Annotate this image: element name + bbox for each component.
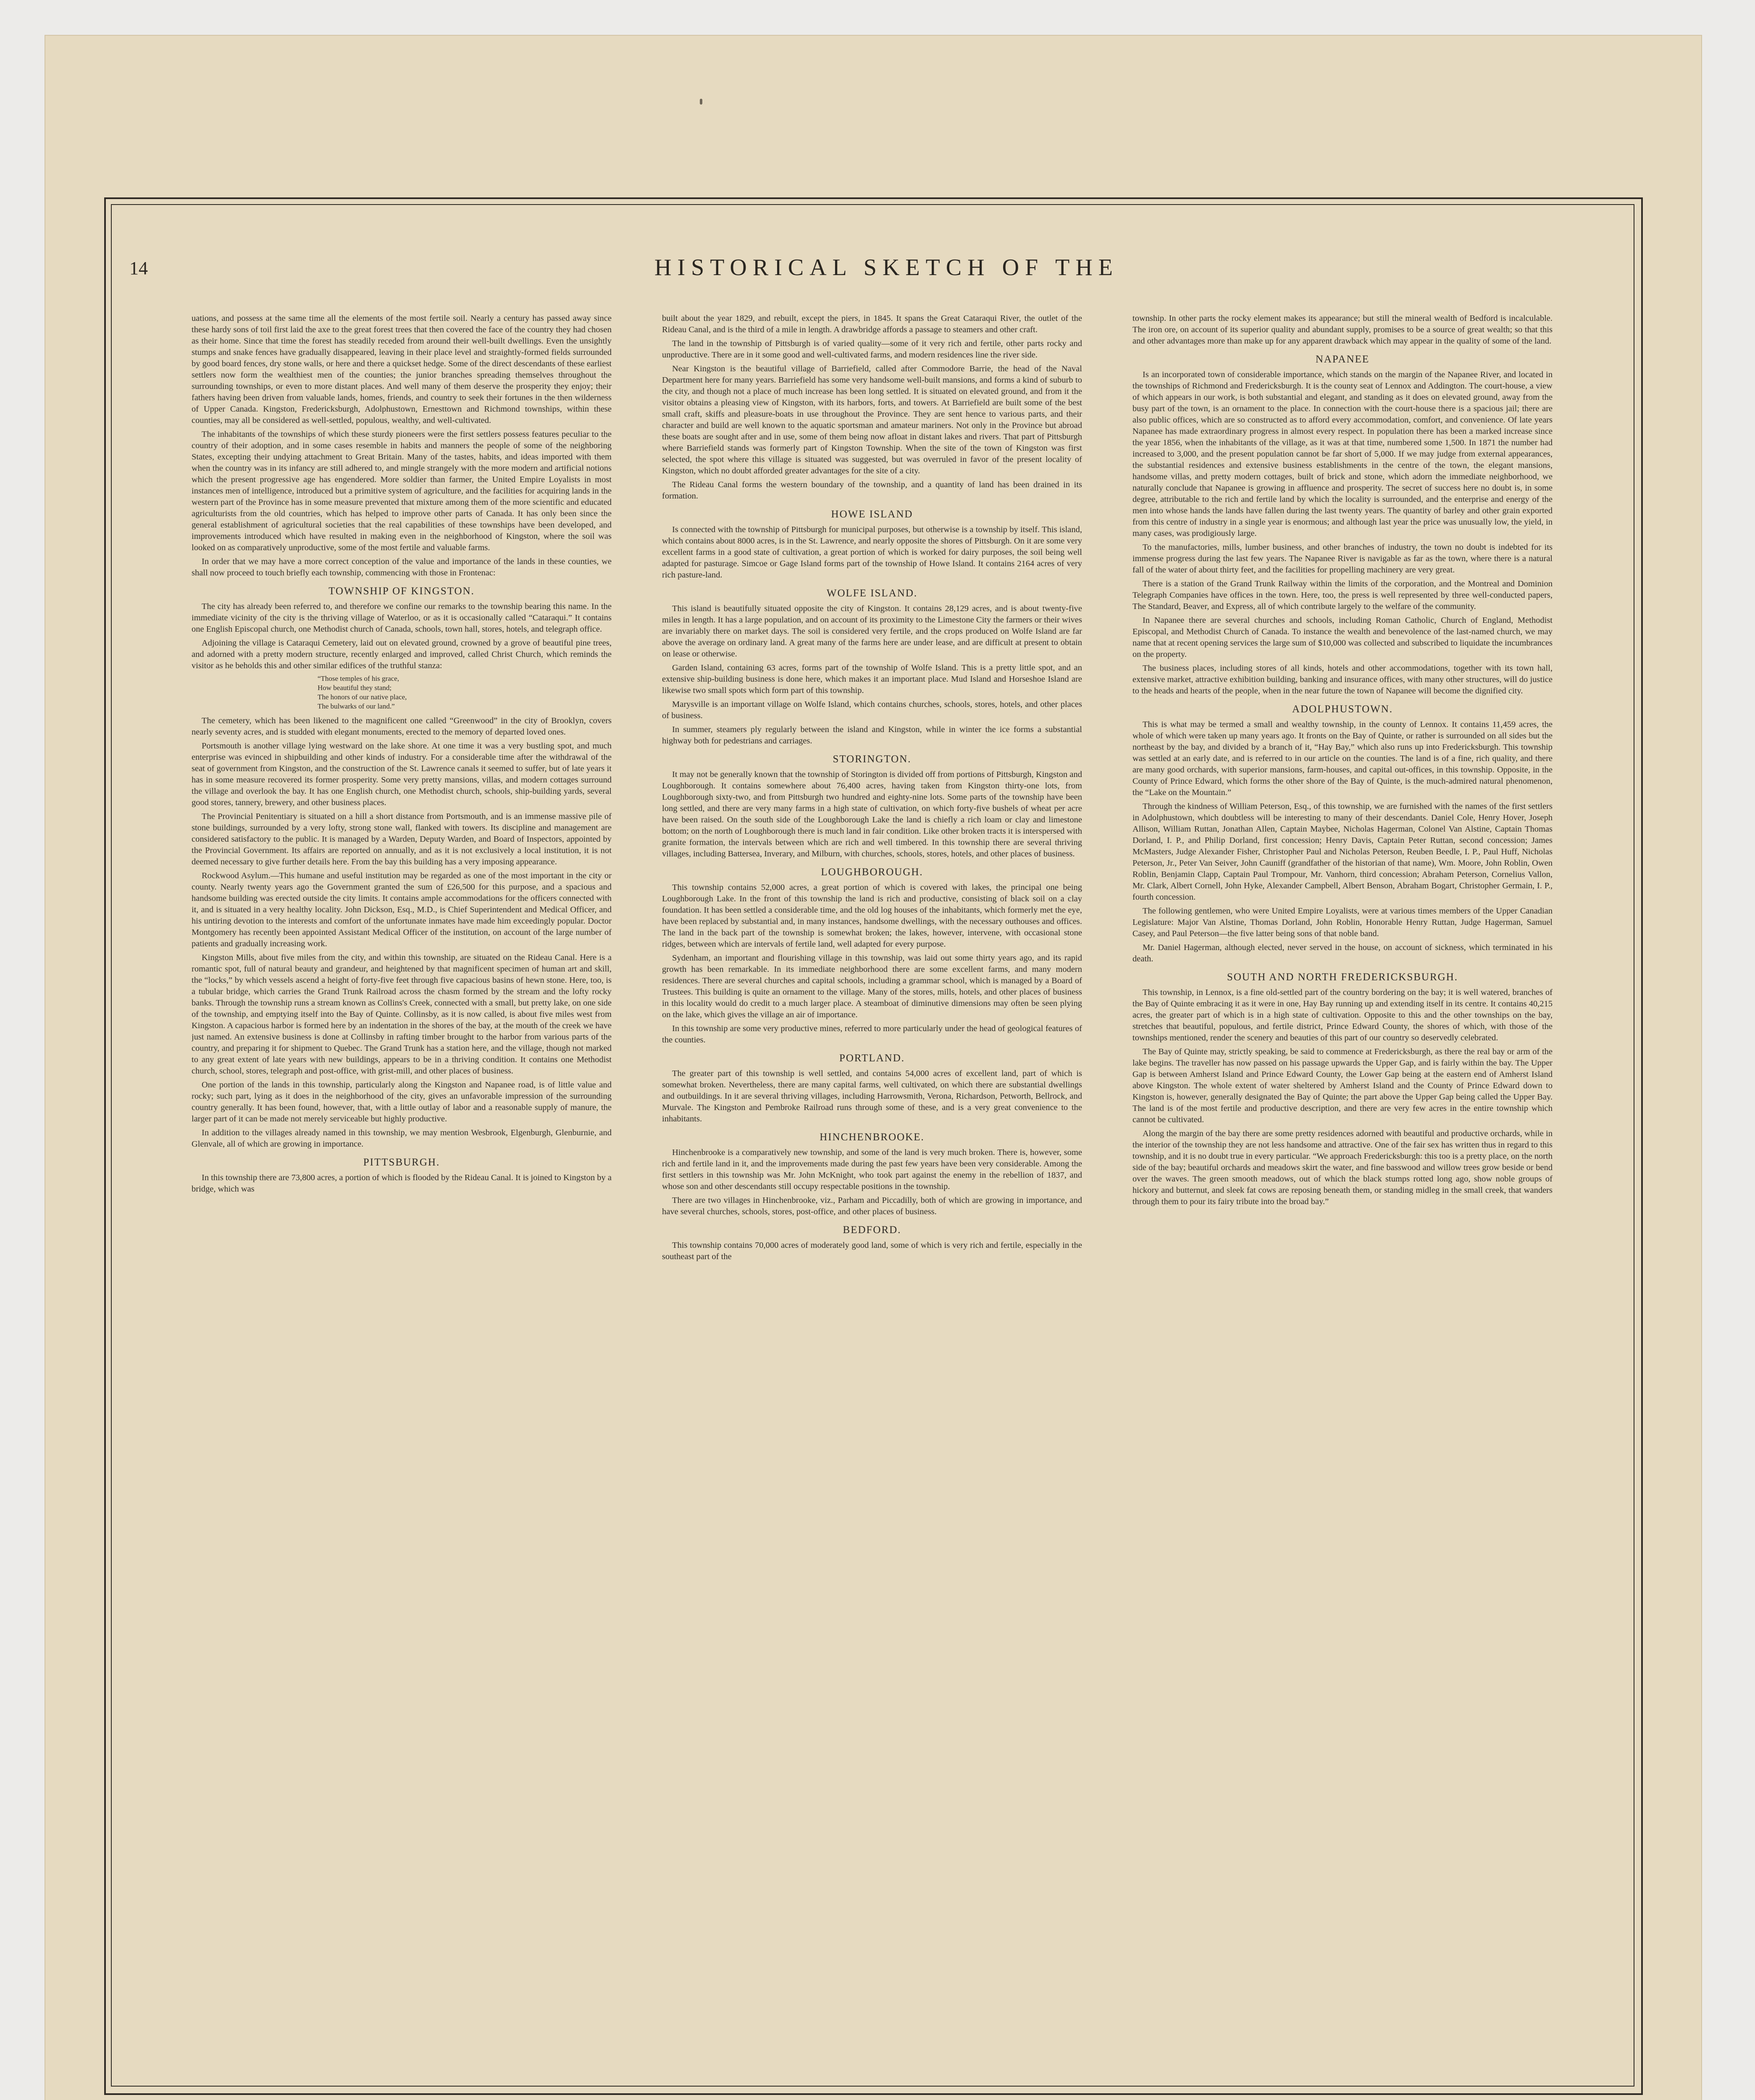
- paragraph: Hinchenbrooke is a comparatively new township, and some of the land is very much broken. There is, however, some rich and fertile land in it, and the improvements made during the past few years have been very considerable. Among the first settlers in this township was Mr. John McKnight, who took part against the enemy in the rebellion of 1837, and whose son and other descendants still occupy respectable positions in the township.: [662, 1148, 1082, 1191]
- section-heading-bedford: BEDFORD.: [843, 1224, 901, 1236]
- paragraph: One portion of the lands in this township, particularly along the Kingston and Napanee road, is of little value and rocky; such part, lying as it does in the neighborhood of the city, gives an unfavorable impression of the surrounding country generally. It has been found, however, that, with a little outlay of labor and a reasonable supply of manure, the larger part of it can be made not merely serviceable but highly productive.: [192, 1080, 612, 1124]
- paragraph: Kingston Mills, about five miles from the city, and within this township, are situated on the Rideau Canal. Here is a romantic spot, full of natural beauty and grandeur, and heightened by that magnificent specimen of human art and skill, the “locks,” by which vessels ascend a height of forty-five feet through five capacious basins of hewn stone. Here, too, is a tubular bridge, which carries the Grand Trunk Railroad across the chasm formed by the stream and the lofty rocky banks. Through the township runs a stream known as Collins's Creek, connected with a small, but pretty lake, on one side of the township, and emptying itself into the Bay of Quinte. Collinsby, as it is now called, is about five miles west from Kingston. A capacious harbor is formed here by an indentation in the shores of the bay, at the mouth of the creek we have just named. An extensive business is done at Collinsby in rafting timber brought to the harbor from various parts of the country, and preparing it for shipment to Quebec. The Grand Trunk has a station here, and the village, though not marked to any great extent of late years with new buildings, appears to be in a thriving condition. It contains one Methodist church, school, stores, telegraph and post-office, with grist-mill, and other places of business.: [192, 953, 612, 1076]
- section-heading-hinchenbrooke: HINCHENBROOKE.: [820, 1131, 925, 1143]
- section-heading-storington: STORINGTON.: [833, 753, 912, 765]
- paragraph: It may not be generally known that the township of Storington is divided off from portions of Pittsburgh, Kingston and Loughborough. It contains somewhere about 76,400 acres, having taken from Kingston thirty-one lots, from Loughborough sixty-two, and from Pittsburgh two hundred and eighty-nine lots. Some parts of the township have been long settled, and there are very many farms in a high state of cultivation, on which forty-five bushels of wheat per acre have been raised. On the south side of the Loughborough Lake the land is chiefly a rich loam or clay and limestone bottom; on the north of Loughborough there is much land in fair condition. Like other broken tracts it is interspersed with granite formation, the intervals between which are rich and well timbered. In this township there are several thriving villages, including Battersea, Inverary, and Milburn, with churches, schools, stores, hotels, and other places of business.: [662, 770, 1082, 858]
- section-heading-fredericksburgh: SOUTH AND NORTH FREDERICKSBURGH.: [1227, 971, 1458, 983]
- paragraph: The Bay of Quinte may, strictly speaking, be said to commence at Fredericksburgh, as there the real bay or arm of the lake begins. The traveller has now passed on his passage upwards the Upper Gap, and is fairly within the bay. The Upper Gap is between Amherst Island and Prince Edward County, the Lower Gap being at the eastern end of Amherst Island above Kingston. The whole extent of water sheltered by Amherst Island and the County of Prince Edward down to Kingston is, however, generally designated the Bay of Quinte; the part above the Upper Gap being called the Upper Bay. The land is of the most fertile and productive description, and there are very few acres in the entire township which cannot be cultivated.: [1132, 1047, 1553, 1124]
- page-header: [129, 254, 1625, 292]
- verse-stanza: [318, 674, 612, 711]
- paragraph: Adjoining the village is Cataraqui Cemetery, laid out on elevated ground, crowned by a grove of beautiful pine trees, and adorned with a pretty modern structure, recently enlarged and improved, called Christ Church, which reminds the visitor as he beholds this and other similar edifices of the truthful stanza:: [192, 638, 612, 670]
- paragraph: Portsmouth is another village lying westward on the lake shore. At one time it was a very bustling spot, and much enterprise was evinced in shipbuilding and other kinds of industry. For a considerable time after the withdrawal of the seat of government from Kingston, and the construction of the St. Lawrence canals it seemed to suffer, but of late years it has in some measure recovered its former prosperity. Some very pretty mansions, villas, and modern cottages surround the village and overlook the bay. It has one English church, one Methodist church, schools, ship-building yards, several good stores, tannery, brewery, and other business places.: [192, 741, 612, 807]
- verse-line: How beautiful they stand;: [318, 684, 392, 692]
- verse-line: “Those temples of his grace,: [318, 675, 399, 682]
- ink-mark: [700, 99, 702, 105]
- paragraph: uations, and possess at the same time all the elements of the most fertile soil. Nearly a century has passed away since these hardy sons of toil first laid the axe to the great forest trees that then covered the face of the country they had chosen as their home. Since that time the forest has steadily receded from around their well-built dwellings. Even the unsightly stumps and snake fences have gradually disappeared, leaving in their place level and straightly-formed fields surrounded by good board fences, dry stone walls, or here and there a quickset hedge. Some of the direct descendants of these earliest settlers now form the wealthiest men of the counties; the junior branches spreading themselves throughout the surrounding townships, or even to more distant places. And well many of them deserve the prosperity they enjoy; their fathers having been driven from valuable lands, homes, friends, and country to seek their fortunes in the then wilderness of Upper Canada. Kingston, Fredericksburgh, Adolphustown, Ernesttown and Richmond townships, within these counties, may all be considered as well-settled, populous, wealthy, and well-cultivated.: [192, 314, 612, 425]
- running-title: HISTORICAL SKETCH OF THE: [654, 255, 1119, 281]
- paragraph: Is connected with the township of Pittsburgh for municipal purposes, but otherwise is a township by itself. This island, which contains about 8000 acres, is in the St. Lawrence, and nearly opposite the shores of Pittsburgh. On it are some very excellent farms in a good state of cultivation, a great portion of which is worked for dairy purposes, the soil being well adapted for pasturage. Simcoe or Gage Island forms part of the township of Howe Island. It contains 2164 acres of very rich pasture-land.: [662, 525, 1082, 580]
- paragraph: This township contains 52,000 acres, a great portion of which is covered with lakes, the principal one being Loughborough Lake. In the front of this township the land is rich and productive, consisting of black soil on a clay foundation. It has been settled a considerable time, and the old log houses of the inhabitants, which formerly met the eye, have been replaced by substantial and, in many instances, handsome dwellings, with the necessary outhouses and offices. The land in the back part of the township is somewhat broken; the lakes, however, intervene, with occasional stone ridges, between which are intervals of fertile land, well adapted for every purpose.: [662, 883, 1082, 949]
- paragraph: There are two villages in Hinchenbrooke, viz., Parham and Piccadilly, both of which are growing in importance, and have several churches, schools, stores, post-office, and other places of business.: [662, 1196, 1082, 1216]
- text-columns: [192, 313, 1553, 2026]
- paragraph: Marysville is an important village on Wolfe Island, which contains churches, schools, stores, hotels, and other places of business.: [662, 700, 1082, 720]
- paragraph: In this township there are 73,800 acres, a portion of which is flooded by the Rideau Canal. It is joined to Kingston by a bridge, which was: [192, 1173, 612, 1194]
- column-right: [1132, 313, 1553, 2026]
- paragraph: Along the margin of the bay there are some pretty residences adorned with beautiful and productive orchards, while in the interior of the township they are not less handsome and attractive. One of the fair sex has written thus in regard to this township, and it is no doubt true in every particular. “We approach Fredericksburgh: this too is a pretty place, on the north side of the bay; beautiful orchards and meadows skirt the water, and fine basswood and willow trees grow beside or bend over the waves. The green smooth meadows, out of which the black stumps rotted long ago, show noble groups of hickory and butternut, and sleek fat cows are reposing beneath them, or standing midleg in the small creek, that wanders through them to pour its fairy tribute into the broad bay.”: [1132, 1129, 1553, 1206]
- paragraph: The Provincial Penitentiary is situated on a hill a short distance from Portsmouth, and is an immense massive pile of stone buildings, surrounded by a very lofty, strong stone wall, flanked with towers. Its discipline and management are considered satisfactory to the public. It is managed by a Warden, Deputy Warden, and Board of Inspectors, appointed by the Provincial Government. Its affairs are reported on annually, and as it is not exclusively a local institution, it is not deemed necessary to give further details here. From the bay this building has a very imposing appearance.: [192, 812, 612, 866]
- paragraph: The cemetery, which has been likened to the magnificent one called “Greenwood” in the city of Brooklyn, covers nearly seventy acres, and is studded with elegant monuments, erected to the memory of departed loved ones.: [192, 716, 612, 737]
- paragraph: This island is beautifully situated opposite the city of Kingston. It contains 28,129 acres, and is about twenty-five miles in length. It has a large population, and on account of its proximity to the Limestone City the farmers or their wives are invariably there on market days. The soil is considered very fertile, and the crops produced on Wolfe Island are far above the average on ordinary land. A great many of the farms here are under lease, and are difficult at present to obtain on lease or otherwise.: [662, 604, 1082, 659]
- paragraph: Sydenham, an important and flourishing village in this township, was laid out some thirty years ago, and its rapid growth has been remarkable. In its immediate neighborhood there are some excellent farms, and many modern residences. There are several churches and capital schools, including a grammar school, which is managed by a Board of Trustees. This building is quite an ornament to the village. Many of the stores, mills, hotels, and other places of business in this locality would do credit to a much larger place. A steamboat of diminutive dimensions may often be seen plying on the lake, which gives the village an air of importance.: [662, 953, 1082, 1019]
- paragraph: The land in the township of Pittsburgh is of varied quality—some of it very rich and fertile, other parts rocky and unproductive. There are in it some good and well-cultivated farms, and modern residences line the river side.: [662, 339, 1082, 360]
- paragraph: Mr. Daniel Hagerman, although elected, never served in the house, on account of sickness, which terminated in his death.: [1132, 943, 1553, 963]
- paragraph: In summer, steamers ply regularly between the island and Kingston, while in winter the ice forms a substantial highway both for pedestrians and carriages.: [662, 725, 1082, 746]
- paragraph: This township, in Lennox, is a fine old-settled part of the country bordering on the bay; it is well watered, branches of the Bay of Quinte embracing it as it were in one, Hay Bay running up and extending itself in its centre. It contains 40,215 acres, the greater part of which is in a high state of cultivation. Opposite to this and the other townships on the bay, stretches that beautiful, populous, and fertile district, Prince Edward County, the shores of which, with those of the townships mentioned, render the scenery and beauties of this part of our country so deservedly celebrated.: [1132, 988, 1553, 1042]
- column-left: [192, 313, 612, 2026]
- paragraph: The city has already been referred to, and therefore we confine our remarks to the township bearing this name. In the immediate vicinity of the city is the thriving village of Waterloo, or as it is occasionally called “Cataraqui.” It contains one English Episcopal church, one Methodist church of Canada, schools, town hall, stores, hotels, and telegraph office.: [192, 602, 612, 634]
- verse-line: The bulwarks of our land.”: [318, 702, 395, 710]
- paragraph: In order that we may have a more correct conception of the value and importance of the lands in these counties, we shall now proceed to touch briefly each township, commencing with those in Frontenac:: [192, 557, 612, 578]
- section-heading-pittsburgh: PITTSBURGH.: [363, 1157, 440, 1168]
- paragraph: Rockwood Asylum.—This humane and useful institution may be regarded as one of the most important in the city or county. Nearly twenty years ago the Government granted the sum of £26,500 for this purpose, and a spacious and handsome building was erected outside the city limits. It contains ample accommodations for the officers connected with it, and is situated in a very healthy locality. John Dickson, Esq., M.D., is Chief Superintendent and Medical Officer, and his untiring devotion to the interests and comfort of the unfortunate inmates have made him exceedingly popular. Doctor Montgomery has recently been appointed Assistant Medical Officer of the institution, on account of the large number of patients and gradually increasing work.: [192, 871, 612, 948]
- section-heading-adolphustown: ADOLPHUSTOWN.: [1292, 704, 1393, 715]
- section-heading-portland: PORTLAND.: [839, 1053, 905, 1064]
- paragraph: This township contains 70,000 acres of moderately good land, some of which is very rich and fertile, especially in the southeast part of the: [662, 1241, 1082, 1261]
- paragraph: Through the kindness of William Peterson, Esq., of this township, we are furnished with the names of the first settlers in Adolphustown, which doubtless will be interesting to many of their descendants. Daniel Cole, Henry Hover, Joseph Allison, William Ruttan, Jonathan Allen, Captain Maybee, Nicholas Hagerman, Colonel Van Alstine, Captain Thomas Dorland, I. P., and Philip Dorland, first concession; Henry Davis, Captain Peter Ruttan, second concession; James McMasters, Judge Alexander Fisher, Christopher Paul and Nicholas Peterson, Reuben Beedle, I. P., Paul Huff, Nicholas Peterson, Jr., Peter Van Seiver, John Cauniff (grandfather of the historian of that name), Wm. Moore, John Roblin, Owen Roblin, Benjamin Clapp, Captain Paul Trompour, Mr. Vanhorn, third concession; Abraham Peterson, Cornelius Vallon, Mr. Clark, Albert Cornell, John Hyke, Alexander Campbell, Albert Benson, Abraham Bogart, Christopher Germain, I. P., fourth concession.: [1132, 802, 1553, 902]
- paragraph: Near Kingston is the beautiful village of Barriefield, called after Commodore Barrie, the head of the Naval Department here for many years. Barriefield has some very handsome well-built mansions, and forms a kind of suburb to the city, and though not a place of much increase has been long settled. It is situated on elevated ground, and from it the visitor obtains a pleasing view of Kingston, with its harbors, forts, and towers. At Barriefield are built some of the best small craft, skiffs and pleasure-boats in use throughout the Province. They are sent hence to various parts, and their character and build are well known to the aquatic sportsman and amateur mariners. Not only in the Province but abroad these boats are sought after and in use, some of them being now afloat in distant lakes and rivers. That part of Pittsburgh where Barriefield stands was formerly part of Kingston Township. When the site of the town of Kingston was first selected, the spot where this village is situated was suggested, but was overruled in favor of the present locality of Kingston, which no doubt afforded greater advantages for the site of a city.: [662, 364, 1082, 475]
- verse-line: The honors of our native place,: [318, 693, 407, 701]
- paragraph: township. In other parts the rocky element makes its appearance; but still the mineral wealth of Bedford is incalculable. The iron ore, on account of its superior quality and abundant supply, promises to be a source of great wealth; so that this and other advantages more than make up for any apparent drawback which may appear in the quality of some of the land.: [1132, 314, 1553, 346]
- page-sheet: [45, 36, 1701, 2100]
- paragraph: The greater part of this township is well settled, and contains 54,000 acres of excellent land, part of which is somewhat broken. Nevertheless, there are many capital farms, well cultivated, on which there are substantial dwellings and outbuildings. In it are several thriving villages, including Harrowsmith, Verona, Richardson, Petworth, Bellrock, and Murvale. The Kingston and Pembroke Railroad runs through some of these, and is a very great convenience to the inhabitants.: [662, 1069, 1082, 1124]
- paragraph: The inhabitants of the townships of which these sturdy pioneers were the first settlers possess features peculiar to the country of their adoption, and in some cases resemble in habits and manners the people of some of the neighboring States, excepting their undying attachment to Great Britain. Many of the tastes, habits, and ideas imported with them when the country was in its infancy are still adhered to, and mingle strangely with the more modern and artificial notions which the present progressive age has engendered. More soldier than farmer, the United Empire Loyalists in most instances men of intelligence, introduced but a primitive system of agriculture, and the facilities for acquiring lands in the western part of the Province has in some measure prevented that mixture among them of the more scientific and educated agriculturists from the old countries, which has helped to improve other parts of Canada. It has only been since the general establishment of agricultural societies that the real capabilities of these townships have been developed, and improvements introduced which have resulted in making even in the neighborhood of Kingston, where the soil was looked on as comparatively unproductive, some of the most fertile and valuable farms.: [192, 430, 612, 552]
- paragraph: built about the year 1829, and rebuilt, except the piers, in 1845. It spans the Great Cataraqui River, the outlet of the Rideau Canal, and is the third of a mile in length. A drawbridge affords a passage to steamers and other craft.: [662, 314, 1082, 334]
- section-heading-wolfe-island: WOLFE ISLAND.: [826, 588, 918, 599]
- paragraph: To the manufactories, mills, lumber business, and other branches of industry, the town no doubt is indebted for its immense progress during the last few years. The Napanee River is navigable as far as the town, where there is a natural fall of the water of about thirty feet, and the facilities for propelling machinery are very great.: [1132, 543, 1553, 575]
- section-heading-loughborough: LOUGHBOROUGH.: [821, 866, 923, 878]
- page-number: 14: [129, 258, 148, 278]
- paragraph: In this township are some very productive mines, referred to more particularly under the head of geological features of the counties.: [662, 1024, 1082, 1045]
- paragraph: There is a station of the Grand Trunk Railway within the limits of the corporation, and the Montreal and Dominion Telegraph Companies have offices in the town. Here, too, the press is well represented by three well-conducted papers, The Standard, Beaver, and Express, all of which contribute largely to the welfare of the community.: [1132, 579, 1553, 611]
- paragraph: The following gentlemen, who were United Empire Loyalists, were at various times members of the Upper Canadian Legislature: Major Van Alstine, Thomas Dorland, John Roblin, Honorable Henry Ruttan, Judge Hagerman, Samuel Casey, and Paul Peterson—the five latter being sons of that noble band.: [1132, 906, 1553, 938]
- paragraph: The Rideau Canal forms the western boundary of the township, and a quantity of land has been drained in its formation.: [662, 480, 1082, 501]
- paragraph: Is an incorporated town of considerable importance, which stands on the margin of the Napanee River, and located in the townships of Richmond and Fredericksburgh. It is the county seat of Lennox and Addington. The court-house, a view of which appears in our work, is both substantial and elegant, and standing as it does on elevated ground, away from the busy part of the town, is an ornament to the place. In connection with the court-house there is a spacious jail; there are also public offices, which are so constructed as to afford every accommodation, comfort, and convenience. Of late years Napanee has made extraordinary progress in almost every respect. In population there has been a marked increase since the year 1856, when the inhabitants of the village, as it was at that time, numbered some 1,500. In 1871 the number had increased to 3,000, and the present population cannot be far short of 5,000. If we may judge from external appearances, the substantial residences and extensive business establishments in the centre of the town, the elegant mansions, handsome villas, and pretty modern cottages, built of brick and stone, which adorn the immediate neighborhood, we naturally conclude that Napanee is growing in affluence and prosperity. The secret of success here no doubt is, in some degree, attributable to the rich and fertile land by which the locality is surrounded, and the enterprise and energy of the men into whose hands the lands have fallen during the last twenty years. The quantity of barley and other grain exported from this centre of industry in a single year is enormous; and although last year the price was unusually low, the yield, in many cases, was prodigiously large.: [1132, 370, 1553, 538]
- section-heading-howe-island: HOWE ISLAND: [831, 509, 913, 520]
- paragraph: Garden Island, containing 63 acres, forms part of the township of Wolfe Island. This is a pretty little spot, and an extensive ship-building business is done here, which makes it an important place. Mud Island and Horseshoe Island are likewise two small spots which form part of this township.: [662, 663, 1082, 695]
- section-heading-napanee: NAPANEE: [1315, 354, 1370, 365]
- section-heading-kingston: TOWNSHIP OF KINGSTON.: [328, 585, 475, 597]
- paragraph: In addition to the villages already named in this township, we may mention Wesbrook, Elgenburgh, Glenburnie, and Glenvale, all of which are growing in importance.: [192, 1128, 612, 1149]
- paragraph: This is what may be termed a small and wealthy township, in the county of Lennox. It contains 11,459 acres, the whole of which were taken up many years ago. It fronts on the Bay of Quinte, or rather is surrounded on all sides but the northeast by the bay, and divided by a branch of it, “Hay Bay,” which also runs up into Fredericksburgh. This township was settled at an early date, and is referred to in our article on the counties. The land is of a fine, rich quality, and there are many good orchards, with superior mansions, farm-houses, and capital out-offices, in this township. Opposite, in the County of Prince Edward, which forms the other shore of the Bay of Quinte, is the much-admired natural phenomenon, the “Lake on the Mountain.”: [1132, 720, 1553, 797]
- column-middle: [662, 313, 1082, 2026]
- paragraph: In Napanee there are several churches and schools, including Roman Catholic, Church of England, Methodist Episcopal, and Methodist Church of Canada. To instance the wealth and benevolence of the last-named church, we may name that at recent opening services the large sum of $10,000 was collected and subscribed to liquidate the incumbrances on the property.: [1132, 616, 1553, 659]
- paragraph: The business places, including stores of all kinds, hotels and other accommodations, together with its town hall, extensive market, attractive exhibition building, banking and insurance offices, with many other structures, will do justice to the heads and hearts of the people, when in the near future the town of Napanee will become the dignified city.: [1132, 664, 1553, 696]
